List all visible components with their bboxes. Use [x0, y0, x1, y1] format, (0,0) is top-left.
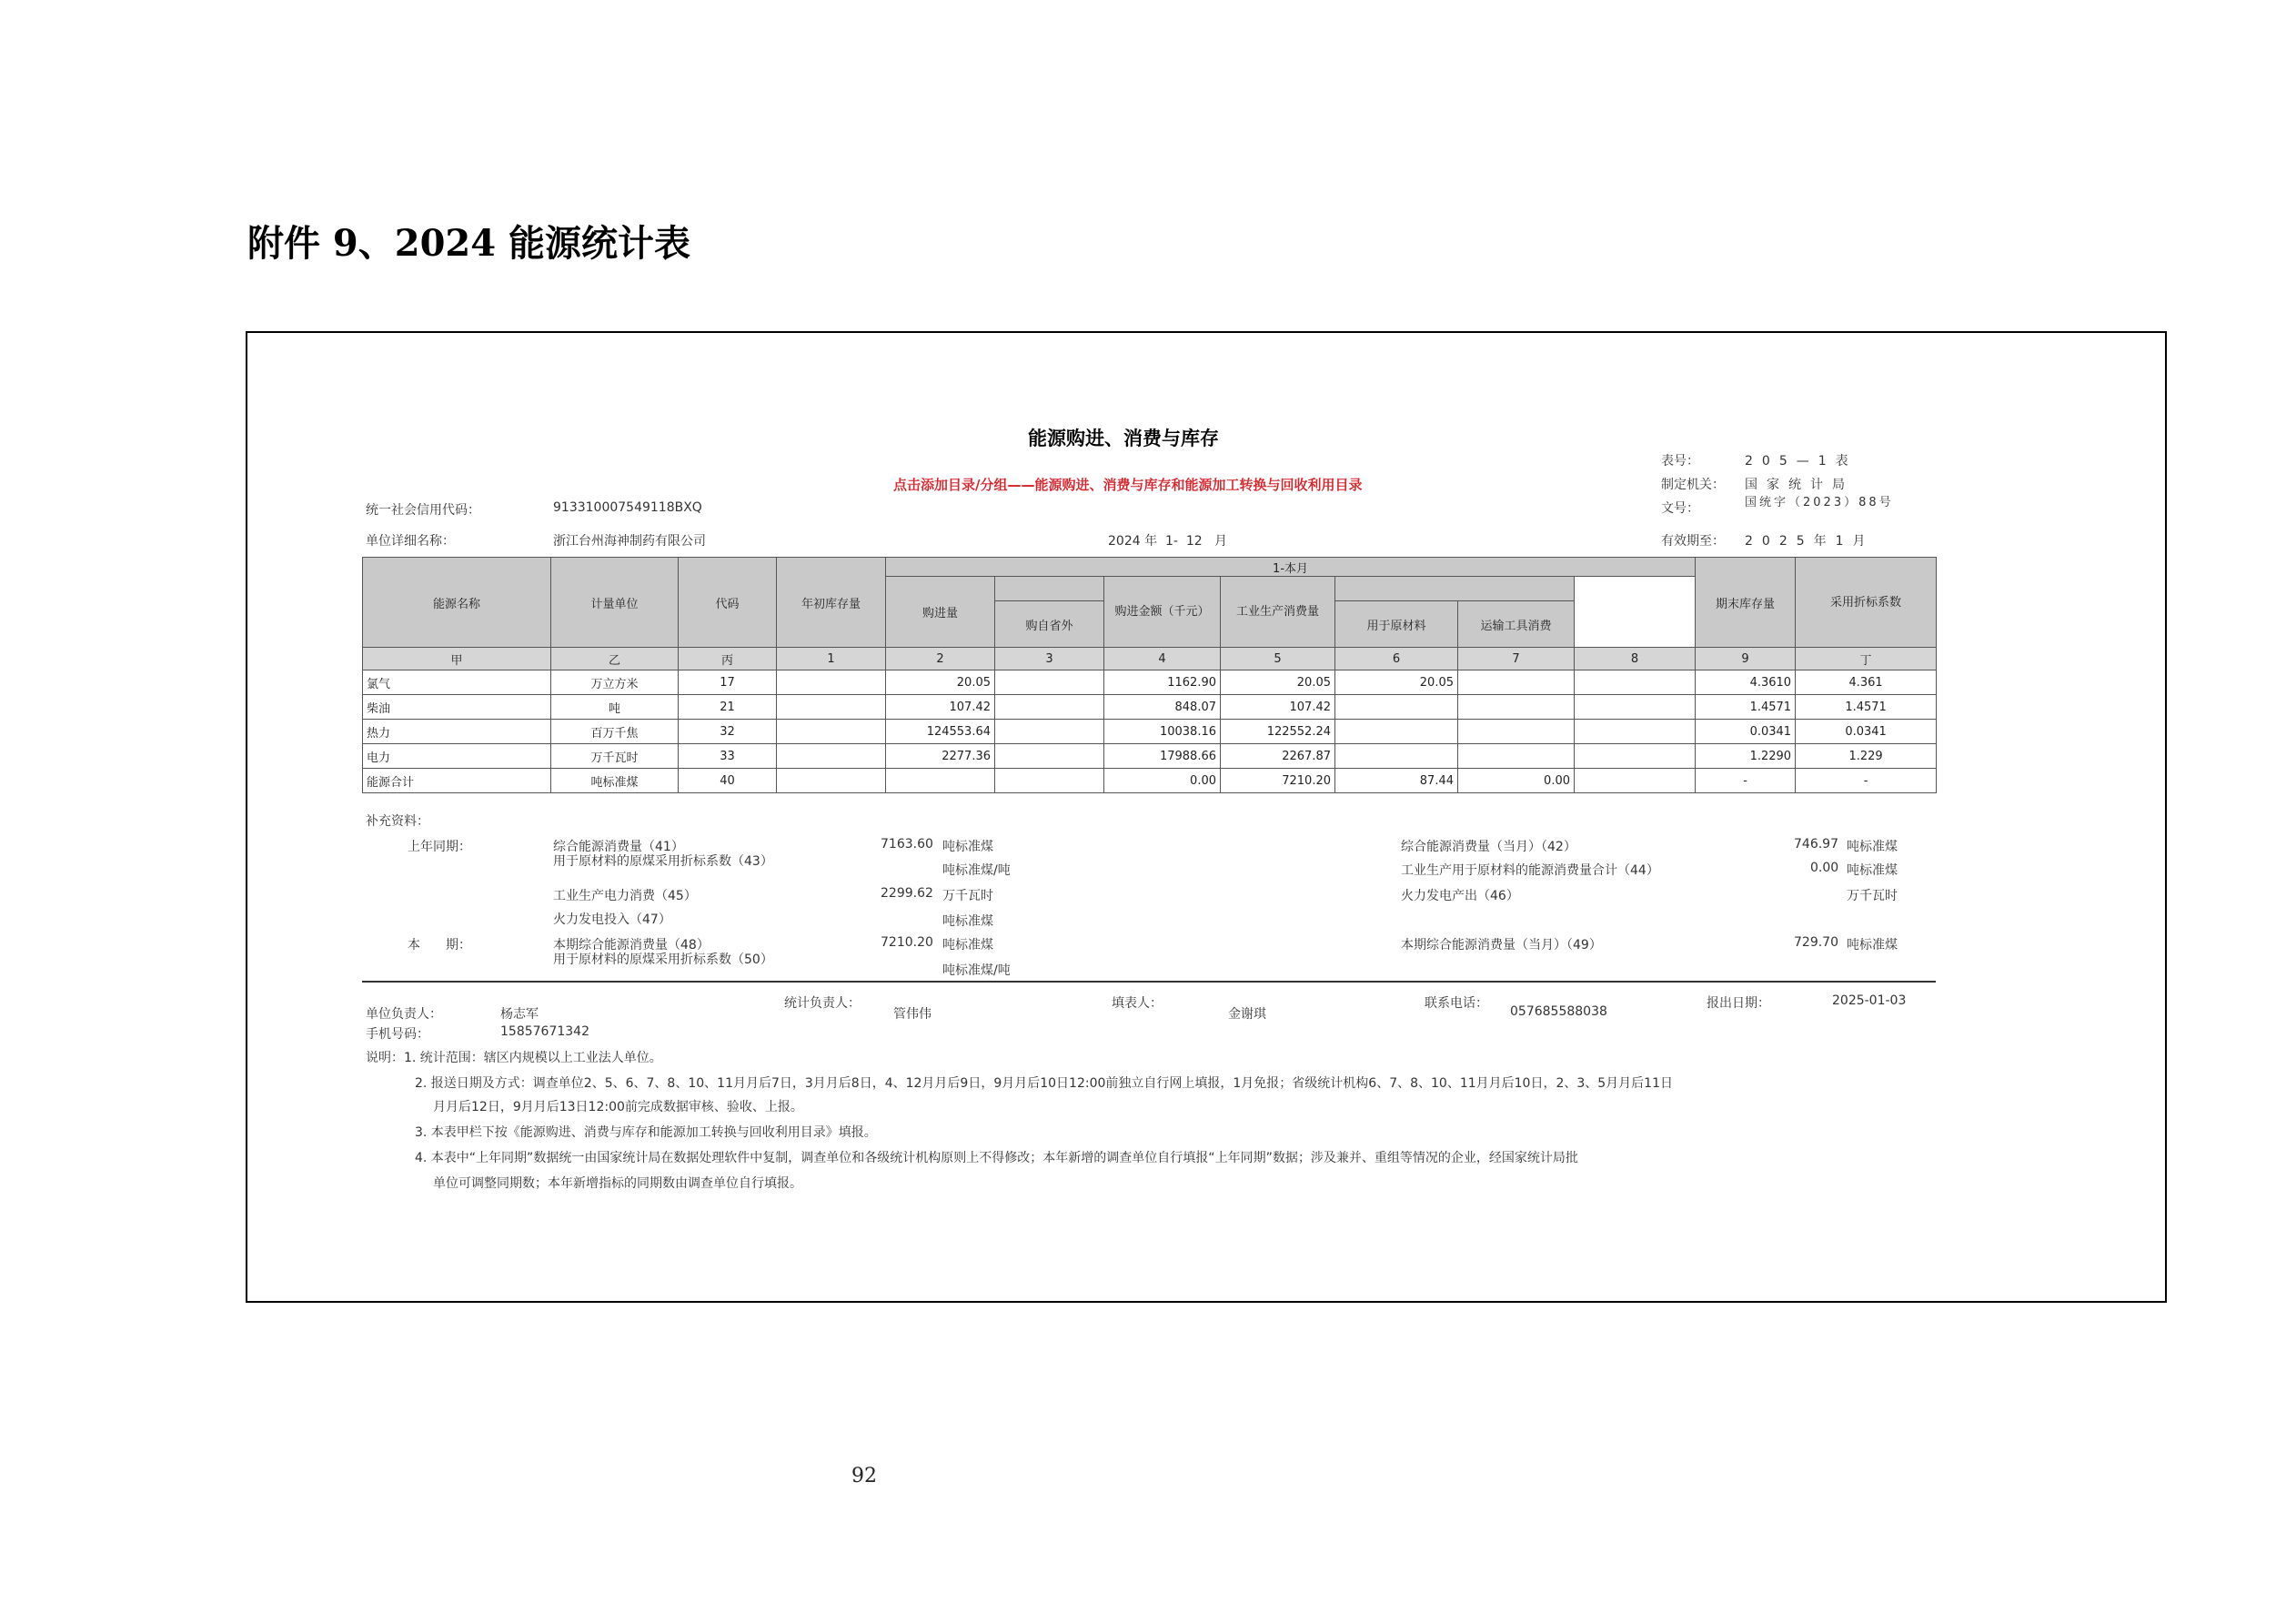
cell-closing-stock	[1575, 769, 1696, 793]
cell-purchase-amount: 848.07	[1104, 695, 1221, 720]
ly-power-value: 2299.62	[881, 886, 933, 901]
index-cell: 8	[1575, 648, 1696, 670]
cell-reference-factor: -	[1796, 769, 1937, 793]
cell-opening-stock	[777, 720, 886, 744]
cell-purchase-outside	[995, 695, 1104, 720]
report-date-label: 报出日期：	[1707, 996, 1770, 1011]
stat-head-label: 统计负责人：	[784, 996, 861, 1011]
document-title: 附件 9、2024 能源统计表	[247, 222, 691, 265]
header-blank	[995, 577, 1104, 601]
header-raw-material: 用于原材料	[1335, 601, 1458, 648]
cell-purchase-qty: 20.05	[886, 670, 995, 695]
cell-purchase-outside	[995, 670, 1104, 695]
cell-industrial-consumption: 122552.24	[1221, 720, 1335, 744]
table-row	[363, 695, 1937, 720]
cur-total-unit: 吨标准煤	[942, 938, 993, 953]
ly-raw-energy-label: 工业生产用于原材料的能源消费量合计（44）	[1401, 863, 1659, 878]
cell-transport	[1458, 720, 1575, 744]
cell-closing-stock	[1575, 670, 1696, 695]
catalog-link[interactable]: 点击添加目录/分组——能源购进、消费与库存和能源加工转换与回收利用目录	[893, 477, 1363, 493]
filler-label: 填表人：	[1112, 996, 1163, 1011]
cell-energy-name: 能源合计	[363, 769, 551, 793]
cell-unit: 吨标准煤	[551, 769, 679, 793]
cell-raw-material	[1335, 695, 1458, 720]
doc-no: 国统字（2023）88号	[1745, 496, 1894, 509]
ly-total-value: 7163.60	[881, 837, 933, 852]
head-name: 杨志军	[500, 1007, 539, 1022]
ly-month-total-label: 综合能源消费量（当月）（42）	[1401, 840, 1576, 854]
ly-thermal-out-unit: 万千瓦时	[1847, 889, 1898, 903]
cur-month-total-value: 729.70	[1794, 935, 1838, 950]
table-no: 205—1表	[1745, 454, 1858, 469]
cell-unit: 吨	[551, 695, 679, 720]
table-row	[363, 670, 1937, 695]
cell-code: 33	[679, 744, 777, 769]
header-period-group: 1-本月	[886, 558, 1696, 577]
ly-raw-factor-unit: 吨标准煤/吨	[942, 863, 1011, 878]
cell-opening-stock	[777, 670, 886, 695]
mobile-label: 手机号码：	[366, 1027, 429, 1042]
cell-code: 17	[679, 670, 777, 695]
cell-transport	[1458, 670, 1575, 695]
cell-closing-stock	[1575, 720, 1696, 744]
ly-month-total-value: 746.97	[1794, 837, 1838, 852]
cell-energy-name: 柴油	[363, 695, 551, 720]
cell-code: 40	[679, 769, 777, 793]
cell-code: 32	[679, 720, 777, 744]
filler-name: 金谢琪	[1228, 1007, 1266, 1022]
cell-purchase-qty: 107.42	[886, 695, 995, 720]
cell-raw-material: 20.05	[1335, 670, 1458, 695]
header-purchase-outside: 购自省外	[995, 601, 1104, 648]
cell-conversion-factor: -	[1696, 769, 1796, 793]
cell-purchase-amount: 10038.16	[1104, 720, 1221, 744]
cell-code: 21	[679, 695, 777, 720]
cell-purchase-qty: 124553.64	[886, 720, 995, 744]
cur-raw-factor-unit: 吨标准煤/吨	[942, 963, 1011, 978]
header-industrial-consumption: 工业生产消费量	[1221, 577, 1335, 648]
credit-code-label: 统一社会信用代码：	[366, 503, 480, 518]
doc-no-label: 文号：	[1661, 501, 1699, 516]
energy-table	[362, 557, 1937, 793]
phone-number: 057685588038	[1510, 1004, 1607, 1019]
cur-raw-factor-label: 用于原材料的原煤采用折标系数（50）	[553, 953, 773, 967]
cell-transport	[1458, 744, 1575, 769]
table-row	[363, 744, 1937, 769]
ly-power-unit: 万千瓦时	[942, 889, 993, 903]
ly-raw-factor-label: 用于原材料的原煤采用折标系数（43）	[553, 854, 773, 869]
header-conversion-factor: 采用折标系数	[1796, 558, 1937, 648]
cell-energy-name: 热力	[363, 720, 551, 744]
cell-transport	[1458, 695, 1575, 720]
unit-name-label: 单位详细名称：	[366, 534, 455, 549]
header-purchase-qty: 购进量	[886, 577, 995, 648]
ly-total-unit: 吨标准煤	[942, 840, 993, 854]
index-cell: 丙	[679, 648, 777, 670]
phone-label: 联系电话：	[1425, 996, 1488, 1011]
cell-industrial-consumption: 7210.20	[1221, 769, 1335, 793]
credit-code: 913310007549118BXQ	[553, 500, 702, 515]
header-opening-stock: 年初库存量	[777, 558, 886, 648]
valid-until: 2025年1月	[1745, 534, 1875, 549]
current-period-label: 本 期：	[408, 938, 471, 953]
report-date: 2025-01-03	[1832, 993, 1907, 1008]
supplement-label: 补充资料：	[366, 814, 429, 829]
note-line: 单位可调整同期数；本年新增指标的同期数由调查单位自行填报。	[433, 1176, 802, 1191]
cell-raw-material	[1335, 744, 1458, 769]
index-cell: 6	[1335, 648, 1458, 670]
cell-conversion-factor: 1.4571	[1696, 695, 1796, 720]
note-line: 3. 本表甲栏下按《能源购进、消费与库存和能源加工转换与回收利用目录》填报。	[415, 1125, 877, 1140]
index-cell: 9	[1696, 648, 1796, 670]
cell-purchase-qty: 2277.36	[886, 744, 995, 769]
ly-thermal-in-unit: 吨标准煤	[942, 914, 993, 929]
cell-purchase-qty	[886, 769, 995, 793]
table-row	[363, 720, 1937, 744]
cell-energy-name: 电力	[363, 744, 551, 769]
cell-opening-stock	[777, 769, 886, 793]
index-row	[363, 648, 1937, 670]
header-code: 代码	[679, 558, 777, 648]
index-cell: 1	[777, 648, 886, 670]
valid-label: 有效期至：	[1661, 534, 1725, 549]
cur-month-total-unit: 吨标准煤	[1847, 938, 1898, 953]
cell-energy-name: 氯气	[363, 670, 551, 695]
cell-industrial-consumption: 107.42	[1221, 695, 1335, 720]
note-line: 说明：1. 统计范围：辖区内规模以上工业法人单位。	[366, 1051, 662, 1065]
cell-purchase-amount: 1162.90	[1104, 670, 1221, 695]
cell-purchase-outside	[995, 769, 1104, 793]
note-line: 月月后12日，9月月后13日12:00前完成数据审核、验收、上报。	[433, 1100, 803, 1114]
ly-power-label: 工业生产电力消费（45）	[553, 889, 697, 903]
index-cell: 甲	[363, 648, 551, 670]
ly-month-total-unit: 吨标准煤	[1847, 840, 1898, 854]
cell-unit: 万立方米	[551, 670, 679, 695]
divider	[362, 981, 1936, 983]
cell-closing-stock	[1575, 744, 1696, 769]
report-period: 2024 年 1- 12 月	[1108, 534, 1228, 549]
cell-conversion-factor: 0.0341	[1696, 720, 1796, 744]
header-blank	[1335, 577, 1575, 601]
ly-raw-energy-unit: 吨标准煤	[1847, 863, 1898, 878]
header-transport: 运输工具消费	[1458, 601, 1575, 648]
cell-purchase-outside	[995, 744, 1104, 769]
authority: 国家统计局	[1745, 478, 1854, 492]
cell-reference-factor: 0.0341	[1796, 720, 1937, 744]
cell-unit: 百万千焦	[551, 720, 679, 744]
cell-conversion-factor: 1.2290	[1696, 744, 1796, 769]
cell-transport: 0.00	[1458, 769, 1575, 793]
cell-opening-stock	[777, 695, 886, 720]
cur-month-total-label: 本期综合能源消费量（当月）（49）	[1401, 938, 1602, 953]
last-year-label: 上年同期：	[408, 840, 471, 854]
ly-thermal-out-label: 火力发电产出（46）	[1401, 889, 1519, 903]
page-number: 92	[851, 1465, 877, 1487]
cur-total-value: 7210.20	[881, 935, 933, 950]
ly-raw-energy-value: 0.00	[1810, 861, 1839, 875]
note-line: 4. 本表中“上年同期”数据统一由国家统计局在数据处理软件中复制，调查单位和各级统计机构原则上不得修改；本年新增的调查单位自行填报“上年同期”数据；涉及兼并、重组等情况的企业，经国家统计局批	[415, 1151, 1578, 1165]
header-unit: 计量单位	[551, 558, 679, 648]
form-title: 能源购进、消费与库存	[1028, 428, 1219, 449]
header-energy-name: 能源名称	[363, 558, 551, 648]
note-line: 2. 报送日期及方式：调查单位2、5、6、7、8、10、11月月后7日，3月月后8日，4、12月月后9日，9月月后10日12:00前独立自行网上填报，1月免报；省级统计机构6、7、8、10、11月月后10日，2、3、5月月后11日	[415, 1076, 1673, 1091]
cell-industrial-consumption: 2267.87	[1221, 744, 1335, 769]
head-label: 单位负责人：	[366, 1007, 442, 1022]
ly-thermal-in-label: 火力发电投入（47）	[553, 912, 671, 927]
table-no-label: 表号：	[1661, 454, 1699, 469]
index-cell: 7	[1458, 648, 1575, 670]
cell-closing-stock	[1575, 695, 1696, 720]
cell-conversion-factor: 4.3610	[1696, 670, 1796, 695]
cell-unit: 万千瓦时	[551, 744, 679, 769]
cell-opening-stock	[777, 744, 886, 769]
cell-purchase-amount: 0.00	[1104, 769, 1221, 793]
mobile-number: 15857671342	[500, 1024, 589, 1039]
index-cell: 乙	[551, 648, 679, 670]
index-cell: 4	[1104, 648, 1221, 670]
cell-purchase-outside	[995, 720, 1104, 744]
header-purchase-amount: 购进金额（千元）	[1104, 577, 1221, 648]
cur-total-label: 本期综合能源消费量（48）	[553, 938, 710, 953]
index-cell: 2	[886, 648, 995, 670]
index-cell: 丁	[1796, 648, 1937, 670]
ly-total-label: 综合能源消费量（41）	[553, 840, 684, 854]
cell-reference-factor: 1.4571	[1796, 695, 1937, 720]
cell-raw-material: 87.44	[1335, 769, 1458, 793]
authority-label: 制定机关：	[1661, 478, 1725, 492]
cell-reference-factor: 1.229	[1796, 744, 1937, 769]
stat-head-name: 管伟伟	[893, 1007, 931, 1022]
unit-name: 浙江台州海神制药有限公司	[553, 534, 706, 549]
cell-purchase-amount: 17988.66	[1104, 744, 1221, 769]
cell-industrial-consumption: 20.05	[1221, 670, 1335, 695]
index-cell: 5	[1221, 648, 1335, 670]
table-row	[363, 769, 1937, 793]
header-closing-stock: 期末库存量	[1696, 558, 1796, 648]
cell-raw-material	[1335, 720, 1458, 744]
index-cell: 3	[995, 648, 1104, 670]
cell-reference-factor: 4.361	[1796, 670, 1937, 695]
